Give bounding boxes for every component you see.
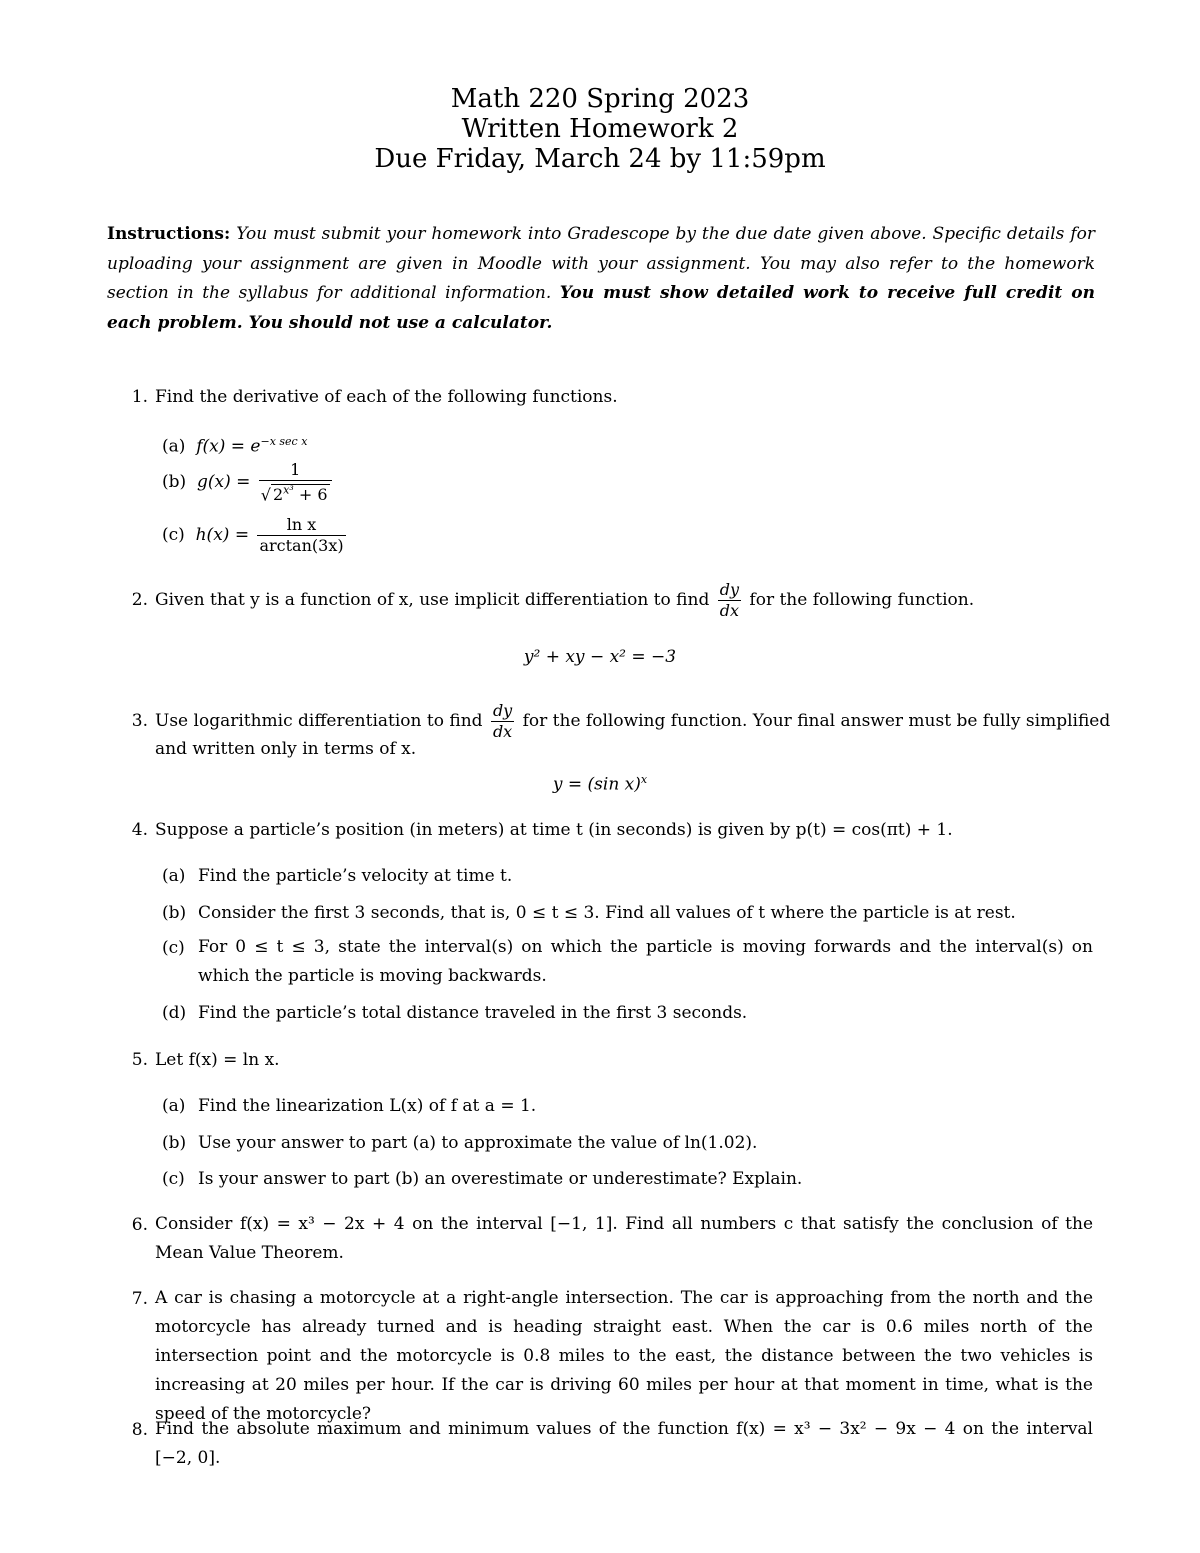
problem-1b (162, 459, 335, 505)
problem-1a (162, 431, 307, 458)
problem-7-number: 7. (131, 1289, 148, 1309)
problem-2-number: 2. (131, 590, 148, 610)
problem-3-text: Use logarithmic differentiation to find $\frac{dy}{dx}$ for the following function. Your final answer must be fully simplified (155, 701, 1111, 741)
due-date: Due Friday, March 24 by 11:59pm (374, 144, 826, 174)
problem-1b-lhs: g(x) = (196, 472, 251, 492)
problem-2-equation: y² + xy − x² = −3 (523, 647, 677, 667)
problem-1-text: Find the derivative of each of the following functions. (155, 387, 618, 407)
instructions-emphasis: You must show detailed work to receive full credit on each problem. You should not use a calculator. (107, 283, 1095, 333)
problem-1c-fraction (257, 515, 345, 556)
problem-5a-text: Find the linearization L(x) of f at a = 1. (198, 1096, 537, 1116)
problem-3-text-line2: and written only in terms of x. (155, 739, 417, 759)
problem-1-number: 1. (131, 387, 148, 407)
problem-1c (162, 512, 349, 558)
problem-4b-label: (b) (162, 903, 187, 923)
problem-8-text: Find the absolute maximum and minimum values of the function f(x) = x³ − 3x² − 9x − 4 on the interval [−2, 0]. (155, 1419, 1093, 1468)
problem-1b-denominator: √ $2^{x^3} + 6$ (259, 480, 332, 505)
problem-4c-text: For 0 ≤ t ≤ 3, state the interval(s) on which the particle is moving forwards and the interval(s) on which the particle is moving backwards. (198, 937, 1093, 986)
problem-2-fraction: $\frac{dy}{dx}$ (719, 580, 740, 620)
problem-5c-label: (c) (162, 1169, 185, 1189)
problem-1a-label: (a) (162, 436, 186, 457)
problem-5b-text: Use your answer to part (a) to approximate the value of ln(1.02). (198, 1133, 758, 1153)
problem-1a-exponent: −x sec x (260, 435, 308, 448)
problem-5a-label: (a) (162, 1096, 186, 1116)
problem-1c-denominator: arctan(3x) (259, 536, 344, 555)
problem-6-text: Consider f(x) = x³ − 2x + 4 on the interval [−1, 1]. Find all numbers c that satisfy the conclusion of the Mean Value Theorem. (155, 1214, 1093, 1263)
problem-5-text: Let f(x) = ln x. (155, 1050, 280, 1070)
problem-2-text: Given that y is a function of x, use implicit differentiation to find $\frac{dy}{dx}$ for the following function. (155, 580, 975, 620)
instructions (107, 220, 1095, 338)
assignment-title: Written Homework 2 (461, 114, 739, 144)
problem-5b-label: (b) (162, 1133, 187, 1153)
problem-1a-expr: f(x) = e (196, 436, 261, 457)
problem-1b-numerator: 1 (290, 459, 301, 479)
problem-6-number: 6. (131, 1215, 148, 1235)
problem-3-fraction: $\frac{dy}{dx}$ (492, 701, 513, 741)
problem-7-text: A car is chasing a motorcycle at a right-angle intersection. The car is approaching from the north and the motorcycle has already turned and is heading straight east. When the car is 0.6 miles north of the intersection point and the motorcycle is 0.8 miles to the east, the distance between the two vehicles is increasing at 20 miles per hour. If the car is driving 60 miles per hour at that moment in time, what is the speed of the motorcycle? (155, 1288, 1093, 1424)
problem-1c-lhs: h(x) = (195, 525, 250, 545)
problem-8-number: 8. (131, 1420, 148, 1440)
course-title: Math 220 Spring 2023 (450, 84, 750, 114)
problem-5-number: 5. (131, 1050, 148, 1070)
problem-1c-label: (c) (162, 525, 185, 545)
problem-4a-label: (a) (162, 866, 186, 886)
problem-4a-text: Find the particle’s velocity at time t. (198, 866, 513, 886)
problem-5c-text: Is your answer to part (b) an overestimate or underestimate? Explain. (198, 1169, 803, 1189)
problem-4d-text: Find the particle’s total distance traveled in the first 3 seconds. (198, 1003, 748, 1023)
problem-1b-fraction (259, 460, 332, 505)
problem-1c-numerator: ln x (286, 515, 317, 534)
problem-4-text: Suppose a particle’s position (in meters) at time t (in seconds) is given by p(t) = cos(πt) + 1. (155, 820, 953, 840)
problem-4-number: 4. (131, 820, 148, 840)
problem-1b-label: (b) (162, 472, 187, 492)
problem-4b-text: Consider the first 3 seconds, that is, 0 ≤ t ≤ 3. Find all values of t where the particle is at rest. (198, 903, 1016, 923)
problem-3-equation: y = (sin x)$^x$ (552, 773, 648, 795)
problem-3-number: 3. (131, 711, 148, 731)
problem-4c-label: (c) (162, 938, 185, 958)
instructions-label: Instructions: (107, 224, 231, 244)
instructions-text: You must submit your homework into Gradescope by the due date given above. Specific details for uploading your assignment are given in Moodle with your assignment. You may also refer to the homework section in the syllabus for additional information. (107, 224, 1096, 303)
problem-4d-label: (d) (162, 1003, 187, 1023)
